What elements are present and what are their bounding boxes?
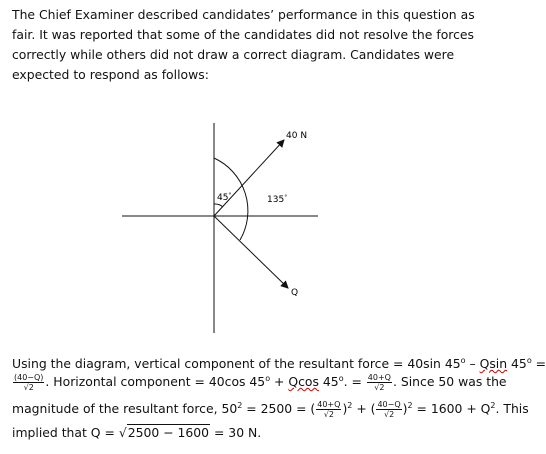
force-diagram [110, 118, 340, 338]
label-q: Q [291, 288, 299, 298]
fraction-horizontal: $\frac{40+Q}{√2}$ [367, 373, 391, 392]
solution-line-2: $\frac{(40-Q)}{√2}$ . Horizontal component = 40cos $45^o + Qcos$ $45^o$. = $\frac{40+Q}{√2}$ . Since 50 was the [14, 373, 507, 392]
label-40n: 40 N [286, 131, 308, 141]
intro-paragraph: The Chief Examiner described candidates’ performance in this question as fair. It was reported that some of the candidates did not resolve the forces correctly while others did not draw a correct diagram. Candidates were expected to respond as follows: [12, 7, 475, 82]
solution-line-1: Using the diagram, vertical component of the resultant force = 40sin 45$^o$ – Qsin $45^o$ = [12, 356, 546, 372]
fraction-vertical: $\frac{(40-Q)}{√2}$ [14, 373, 44, 392]
square-root: √2500 − 1600 [118, 425, 210, 440]
solution-line-4: implied that Q = √2500 − 1600 = 30 N. [12, 425, 262, 440]
label-45-deg: 45° [217, 192, 232, 203]
fraction-plus: $\frac{40+Q}{√2}$ [317, 400, 341, 419]
angle-arc-45 [214, 204, 223, 207]
solution-line-3: magnitude of the resultant force, $50^2 = 2500$ = ( $\frac{40+Q}{√2}$ )$^2$ + ( $\frac{40-Q}{√2}$ )$^2 = 1600 + Q^2$. This [12, 400, 529, 419]
force-q-vector [214, 216, 288, 288]
fraction-minus: $\frac{40-Q}{√2}$ [377, 400, 401, 419]
label-135-deg: 135° [267, 194, 288, 205]
